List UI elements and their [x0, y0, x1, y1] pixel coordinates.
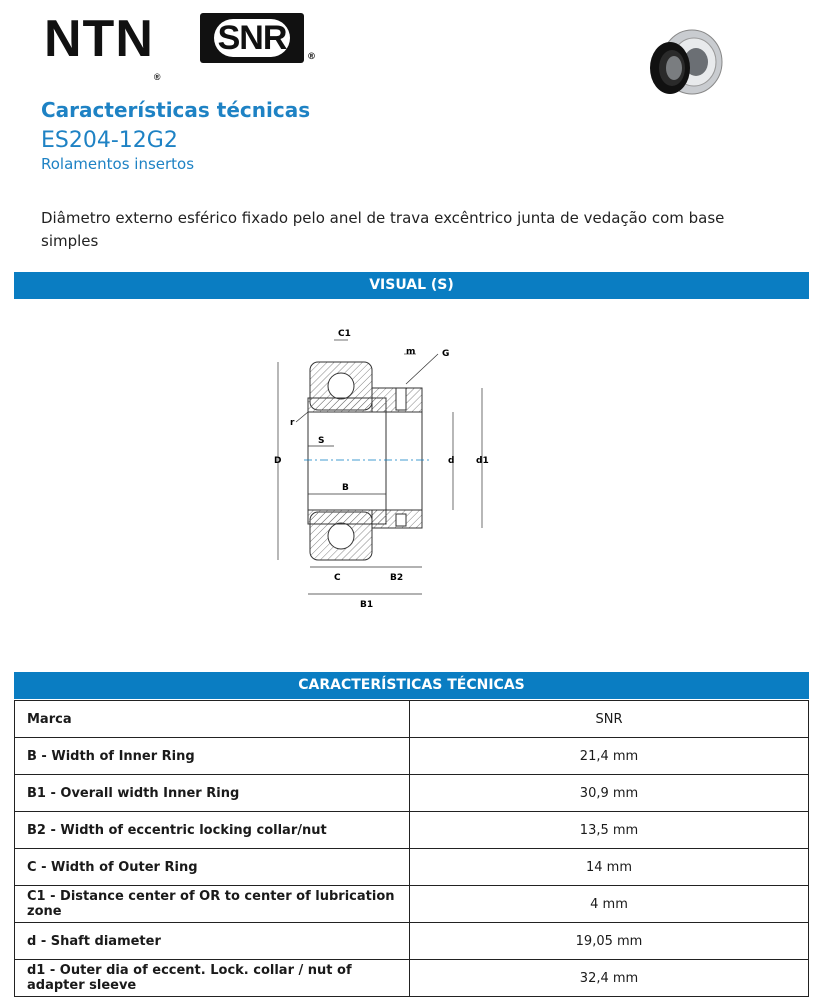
- registered-mark: ®: [307, 52, 316, 62]
- page-title: Características técnicas: [41, 98, 311, 122]
- visual-section-header: VISUAL (S): [14, 272, 809, 299]
- product-code: ES204-12G2: [41, 128, 178, 153]
- table-row: [15, 812, 809, 849]
- label-d-shaft: d: [448, 456, 455, 466]
- ntn-logo: NTN®: [44, 10, 162, 82]
- spec-label: Marca: [15, 701, 410, 738]
- label-c: C: [334, 573, 341, 583]
- label-r: r: [290, 418, 295, 428]
- label-b1: B1: [360, 600, 374, 610]
- bearing-product-image: [640, 24, 730, 104]
- spec-value: SNR: [410, 701, 809, 738]
- table-row: [15, 960, 809, 997]
- label-c1: C1: [338, 329, 351, 339]
- spec-value: 32,4 mm: [410, 960, 809, 997]
- spec-value: 19,05 mm: [410, 923, 809, 960]
- product-description: Diâmetro externo esférico fixado pelo anel de trava excêntrico junta de vedação com base simples: [41, 209, 725, 250]
- label-m: m: [406, 347, 416, 357]
- label-d-outer: D: [274, 456, 282, 466]
- spec-label: B - Width of Inner Ring: [15, 738, 410, 775]
- spec-value: 13,5 mm: [410, 812, 809, 849]
- label-b2: B2: [390, 573, 404, 583]
- specs-section-header: CARACTERÍSTICAS TÉCNICAS: [14, 672, 809, 699]
- spec-value: 4 mm: [410, 886, 809, 923]
- table-row: [15, 923, 809, 960]
- table-row: [15, 738, 809, 775]
- spec-label: B2 - Width of eccentric locking collar/nut: [15, 812, 410, 849]
- label-b: B: [342, 483, 349, 493]
- bearing-technical-drawing: [268, 322, 498, 622]
- product-category: Rolamentos insertos: [41, 155, 195, 173]
- spec-value: 30,9 mm: [410, 775, 809, 812]
- snr-logo: SNR: [200, 13, 304, 63]
- label-s: S: [318, 436, 325, 446]
- spec-value: 14 mm: [410, 849, 809, 886]
- table-row: [15, 701, 809, 738]
- table-row: [15, 849, 809, 886]
- spec-label: d1 - Outer dia of eccent. Lock. collar / nut of adapter sleeve: [15, 960, 410, 997]
- label-g: G: [442, 349, 450, 359]
- spec-label: C1 - Distance center of OR to center of lubrication zone: [15, 886, 410, 923]
- spec-label: B1 - Overall width Inner Ring: [15, 775, 410, 812]
- spec-value: 21,4 mm: [410, 738, 809, 775]
- table-row: [15, 775, 809, 812]
- spec-label: C - Width of Outer Ring: [15, 849, 410, 886]
- table-row: [15, 886, 809, 923]
- specs-table: [14, 700, 809, 997]
- spec-label: d - Shaft diameter: [15, 923, 410, 960]
- label-d1: d1: [476, 456, 489, 466]
